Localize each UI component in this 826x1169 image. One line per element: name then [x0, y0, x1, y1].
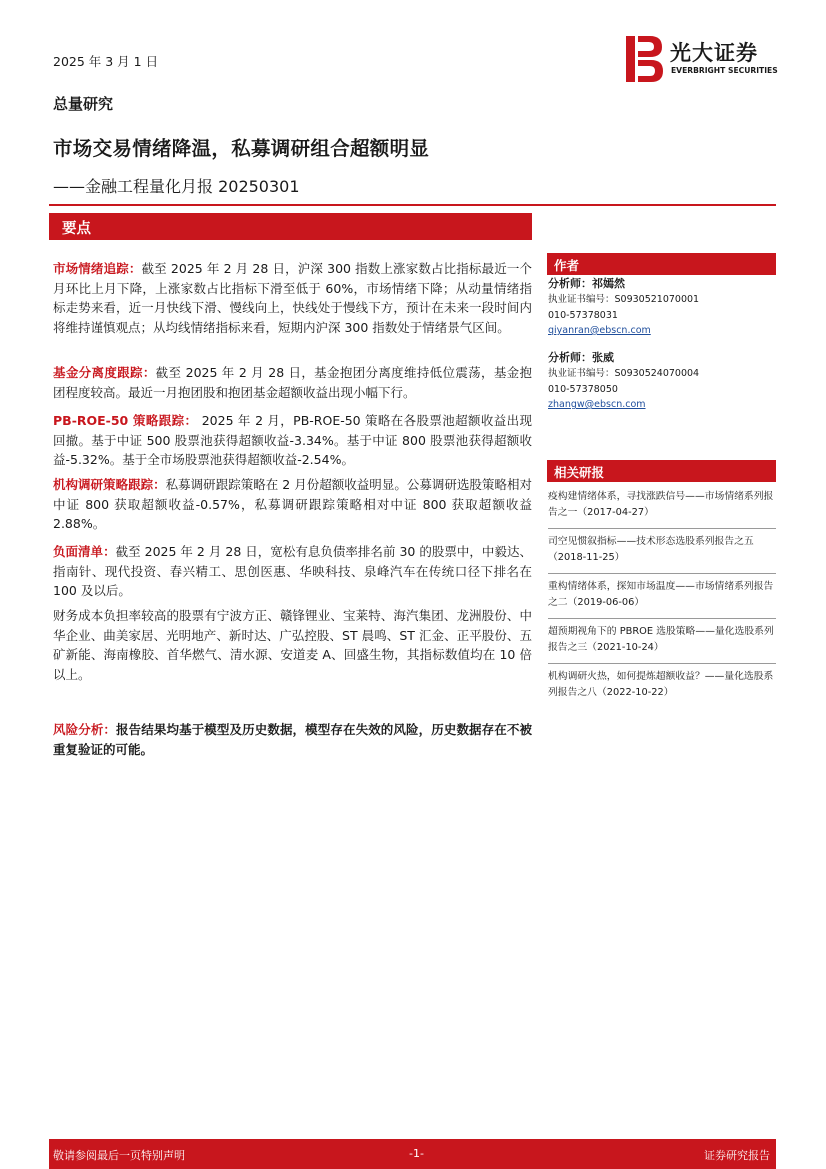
analyst-email-link[interactable]: qiyanran@ebscn.com — [548, 325, 651, 336]
analyst-card — [548, 350, 776, 413]
paragraph-text: 截至 2025 年 2 月 28 日，宽松有息负债率排名前 30 的股票中，中毅达、指南针、现代投资、春兴精工、思创医惠、华映科技、泉峰汽车在传统口径下排名在 100 及以后。 — [53, 544, 532, 598]
analyst-name: 分析师：祁嫣然 — [548, 277, 625, 290]
paragraph-institutional-research — [53, 475, 532, 534]
page-number: -1- — [409, 1147, 424, 1160]
brand-logo — [624, 36, 776, 82]
analyst-cert: 执业证书编号：S0930521070001 — [548, 294, 700, 305]
related-report-item: 疫构建情绪体系，寻找涨跌信号——市场情绪系列报告之一（2017-04-27） — [548, 491, 774, 518]
related-reports-list — [548, 489, 776, 708]
footer-disclaimer: 敬请参阅最后一页特别声明 — [53, 1149, 185, 1162]
related-report-item: 机构调研火热，如何提炼超额收益？——量化选股系列报告之八（2022-10-22） — [548, 671, 774, 698]
paragraph-negative-list — [53, 542, 532, 601]
analyst-cert: 执业证书编号：S0930524070004 — [548, 368, 700, 379]
paragraph-label: 机构调研策略跟踪： — [53, 477, 166, 492]
paragraph-label: 市场情绪追踪： — [53, 261, 142, 276]
logo-name-cn: 光大证券 — [670, 41, 758, 65]
analyst-card — [548, 276, 776, 339]
report-date: 2025 年 3 月 1 日 — [53, 54, 159, 69]
everbright-logo-icon — [624, 36, 664, 82]
report-subtitle: ——金融工程量化月报 20250301 — [53, 177, 300, 196]
analyst-phone: 010-57378050 — [548, 383, 618, 395]
authors-heading: 作者 — [554, 258, 580, 273]
paragraph-text: 财务成本负担率较高的股票有宁波方正、赣锋锂业、宝莱特、海汽集团、龙洲股份、中华企业、曲美家居、光明地产、新时达、广弘控股、ST 晨鸣、ST 汇金、正平股份、五矿新能、海南橡胶、首华燃气、清水源、安道麦 A、回盛生物，其指标数值均在 10 倍以上。 — [53, 608, 532, 682]
analyst-email-link[interactable]: zhangw@ebscn.com — [548, 399, 646, 410]
related-report-item: 超预期视角下的 PBROE 选股策略——量化选股系列报告之三（2021-10-24） — [548, 626, 774, 653]
list-divider — [548, 528, 776, 529]
report-title: 市场交易情绪降温，私募调研组合超额明显 — [53, 137, 430, 160]
paragraph-label: PB-ROE-50 策略跟踪： — [53, 413, 198, 428]
analyst-name: 分析师：张威 — [548, 351, 614, 364]
header-divider — [49, 204, 776, 206]
paragraph-text: 截至 2025 年 2 月 28 日，沪深 300 指数上涨家数占比指标最近一个月环比上月下降，上涨家数占比指标下滑至低于 60%，市场情绪下降；从动量情绪指标走势来看，近一月快线下滑、慢线向上，快线处于慢线下方，预计在未来一段时间内将维持谨慎观点；从均线情绪指标来看，短期内沪深 300 指数处于情绪景气区间。 — [53, 261, 532, 335]
analyst-phone: 010-57378031 — [548, 309, 618, 321]
risk-analysis — [53, 720, 532, 759]
report-category: 总量研究 — [53, 95, 114, 113]
related-report-item: 司空见惯叙指标——技术形态选股系列报告之五（2018-11-25） — [548, 536, 754, 563]
paragraph-label: 基金分离度跟踪： — [53, 365, 156, 380]
page-footer — [49, 1139, 776, 1169]
footer-report-type: 证券研究报告 — [704, 1149, 770, 1162]
related-report-item: 重构情绪体系，探知市场温度——市场情绪系列报告之二（2019-06-06） — [548, 581, 774, 608]
paragraph-text: 2025 年 2 月，PB-ROE-50 策略在各股票池超额收益出现回撤。基于中证 500 股票池获得超额收益-3.34%。基于中证 800 股票池获得超额收益-5.32%。基于全市场股票池获得超额收益-2.54%。 — [53, 413, 532, 467]
list-divider — [548, 573, 776, 574]
paragraph-label: 负面清单： — [53, 544, 116, 559]
paragraph-text: 私募调研跟踪策略在 2 月份超额收益明显。公募调研选股策略相对中证 800 获取超额收益-0.57%，私募调研跟踪策略相对中证 800 获取超额收益 2.88%。 — [53, 477, 532, 531]
paragraph-market-sentiment — [53, 259, 532, 337]
related-reports-heading: 相关研报 — [554, 465, 605, 480]
key-points-heading: 要点 — [62, 221, 91, 237]
risk-text: 报告结果均基于模型及历史数据，模型存在失效的风险，历史数据存在不被重复验证的可能。 — [53, 722, 532, 757]
logo-name-en: EVERBRIGHT SECURITIES — [671, 66, 778, 75]
paragraph-text: 截至 2025 年 2 月 28 日，基金抱团分离度维持低位震荡，基金抱团程度较高。最近一月抱团股和抱团基金超额收益出现小幅下行。 — [53, 365, 532, 400]
related-reports-header — [547, 460, 776, 482]
paragraph-pb-roe-50 — [53, 411, 532, 470]
risk-label: 风险分析： — [53, 722, 117, 737]
list-divider — [548, 663, 776, 664]
authors-header — [547, 253, 776, 275]
paragraph-financial-cost — [53, 606, 532, 684]
paragraph-fund-divergence — [53, 363, 532, 402]
list-divider — [548, 618, 776, 619]
key-points-header — [49, 213, 532, 240]
